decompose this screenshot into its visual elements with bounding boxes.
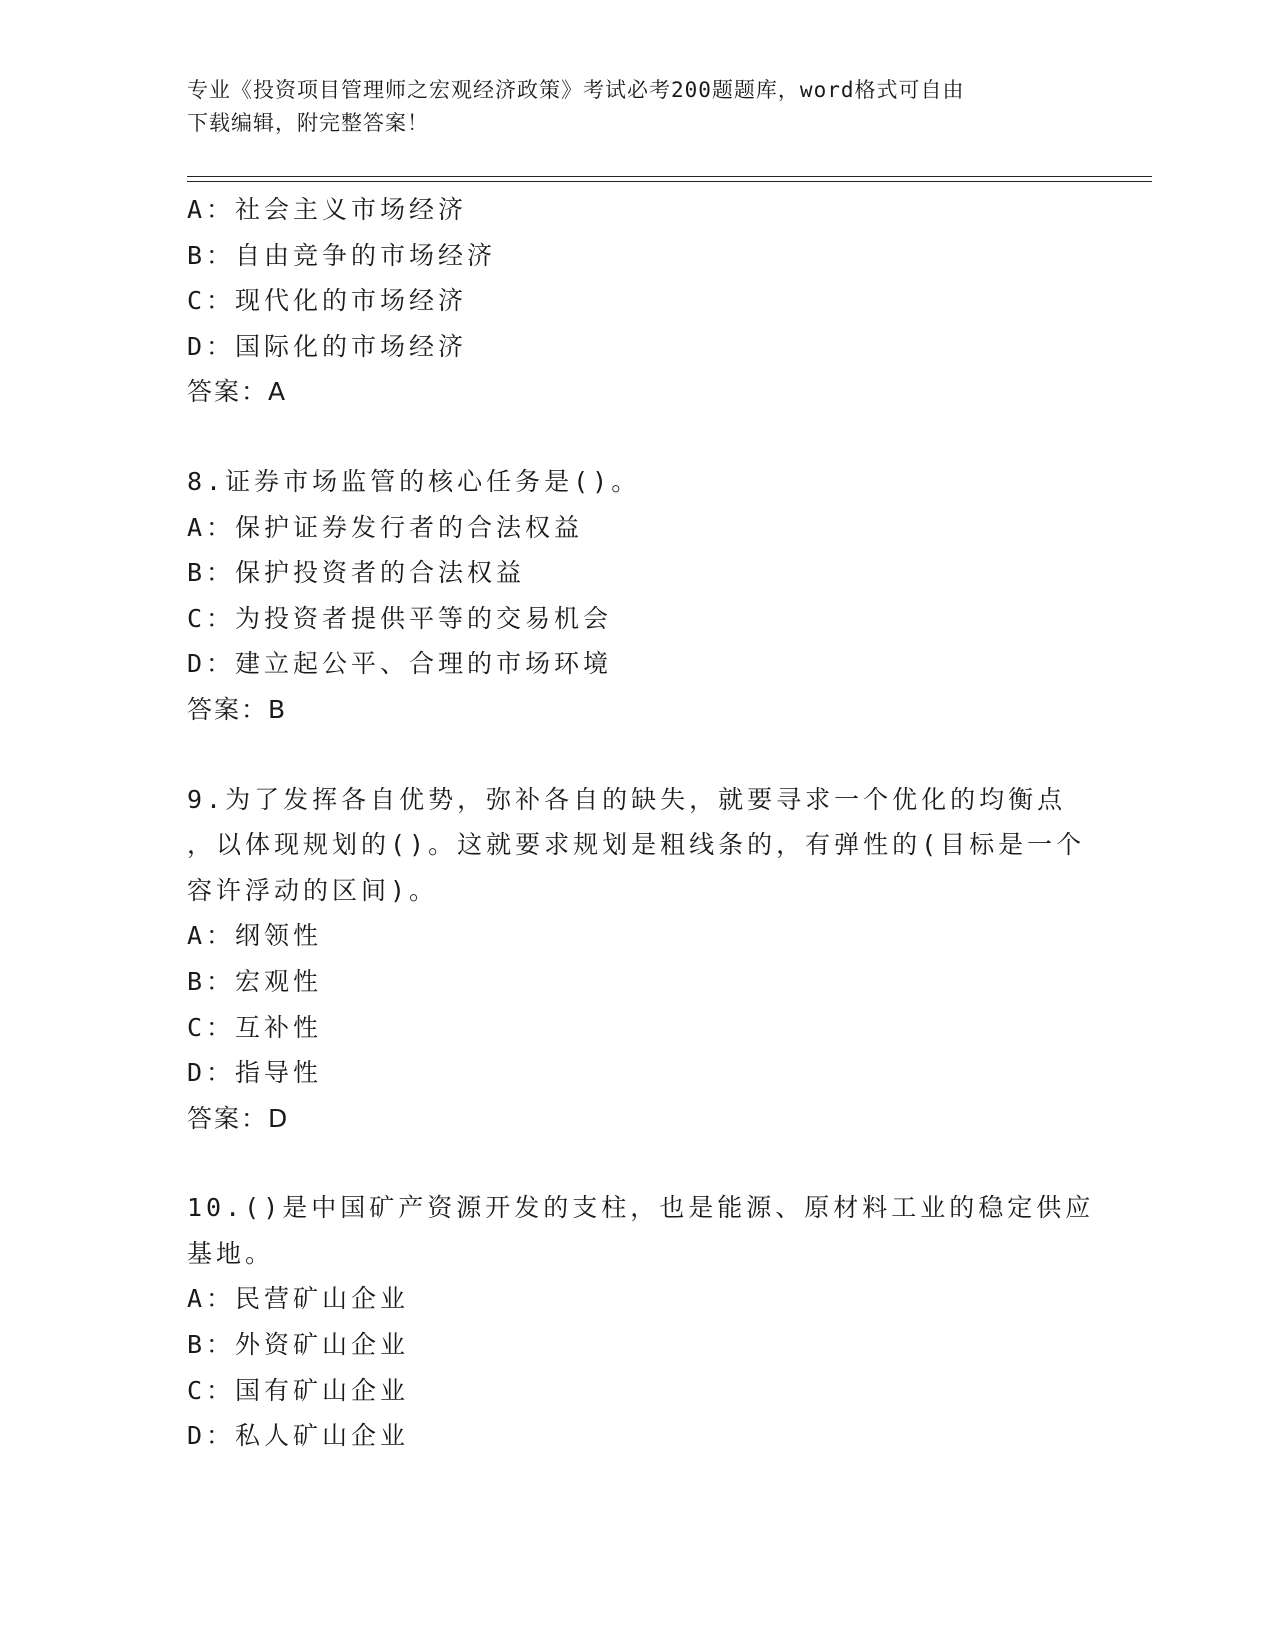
option-c: C：为投资者提供平等的交易机会 <box>187 603 613 633</box>
option-a: A：纲领性 <box>187 921 323 951</box>
header-line-1: 专业《投资项目管理师之宏观经济政策》考试必考200题题库，word格式可自由 <box>187 78 965 102</box>
option-d: D：国际化的市场经济 <box>187 331 468 361</box>
header-divider-top <box>187 176 1152 177</box>
option-c: C：现代化的市场经济 <box>187 286 468 316</box>
option-b: B：自由竞争的市场经济 <box>187 240 497 270</box>
option-b: B：保护投资者的合法权益 <box>187 558 526 588</box>
question-block <box>187 777 1087 1142</box>
option-d: D：建立起公平、合理的市场环境 <box>187 649 613 679</box>
header-divider-bottom <box>187 181 1152 182</box>
question-text: 8.证券市场监管的核心任务是()。 <box>187 466 641 496</box>
question-block <box>187 459 1087 733</box>
option-d: D：指导性 <box>187 1058 323 1088</box>
question-block <box>187 1185 1095 1459</box>
document-header <box>187 74 1067 140</box>
option-a: A：民营矿山企业 <box>187 1284 410 1314</box>
option-c: C：国有矿山企业 <box>187 1375 410 1405</box>
answer-line: 答案：B <box>187 694 288 724</box>
question-text: 容许浮动的区间)。 <box>187 875 439 905</box>
option-d: D：私人矿山企业 <box>187 1421 410 1451</box>
option-b: B：外资矿山企业 <box>187 1330 410 1360</box>
question-block <box>187 187 1087 415</box>
question-text: ，以体现规划的()。这就要求规划是粗线条的，有弹性的(目标是一个 <box>187 830 1086 860</box>
option-b: B：宏观性 <box>187 966 323 996</box>
question-list <box>187 187 1095 1459</box>
question-text: 基地。 <box>187 1238 275 1268</box>
option-c: C：互补性 <box>187 1012 323 1042</box>
answer-line: 答案：A <box>187 377 288 407</box>
option-a: A：保护证券发行者的合法权益 <box>187 512 584 542</box>
question-text: 9.为了发挥各自优势，弥补各自的缺失，就要寻求一个优化的均衡点 <box>187 784 1067 814</box>
question-text: 10.()是中国矿产资源开发的支柱，也是能源、原材料工业的稳定供应 <box>187 1193 1095 1223</box>
answer-line: 答案：D <box>187 1103 290 1133</box>
header-line-2: 下载编辑，附完整答案！ <box>187 111 429 135</box>
option-a: A：社会主义市场经济 <box>187 195 468 224</box>
